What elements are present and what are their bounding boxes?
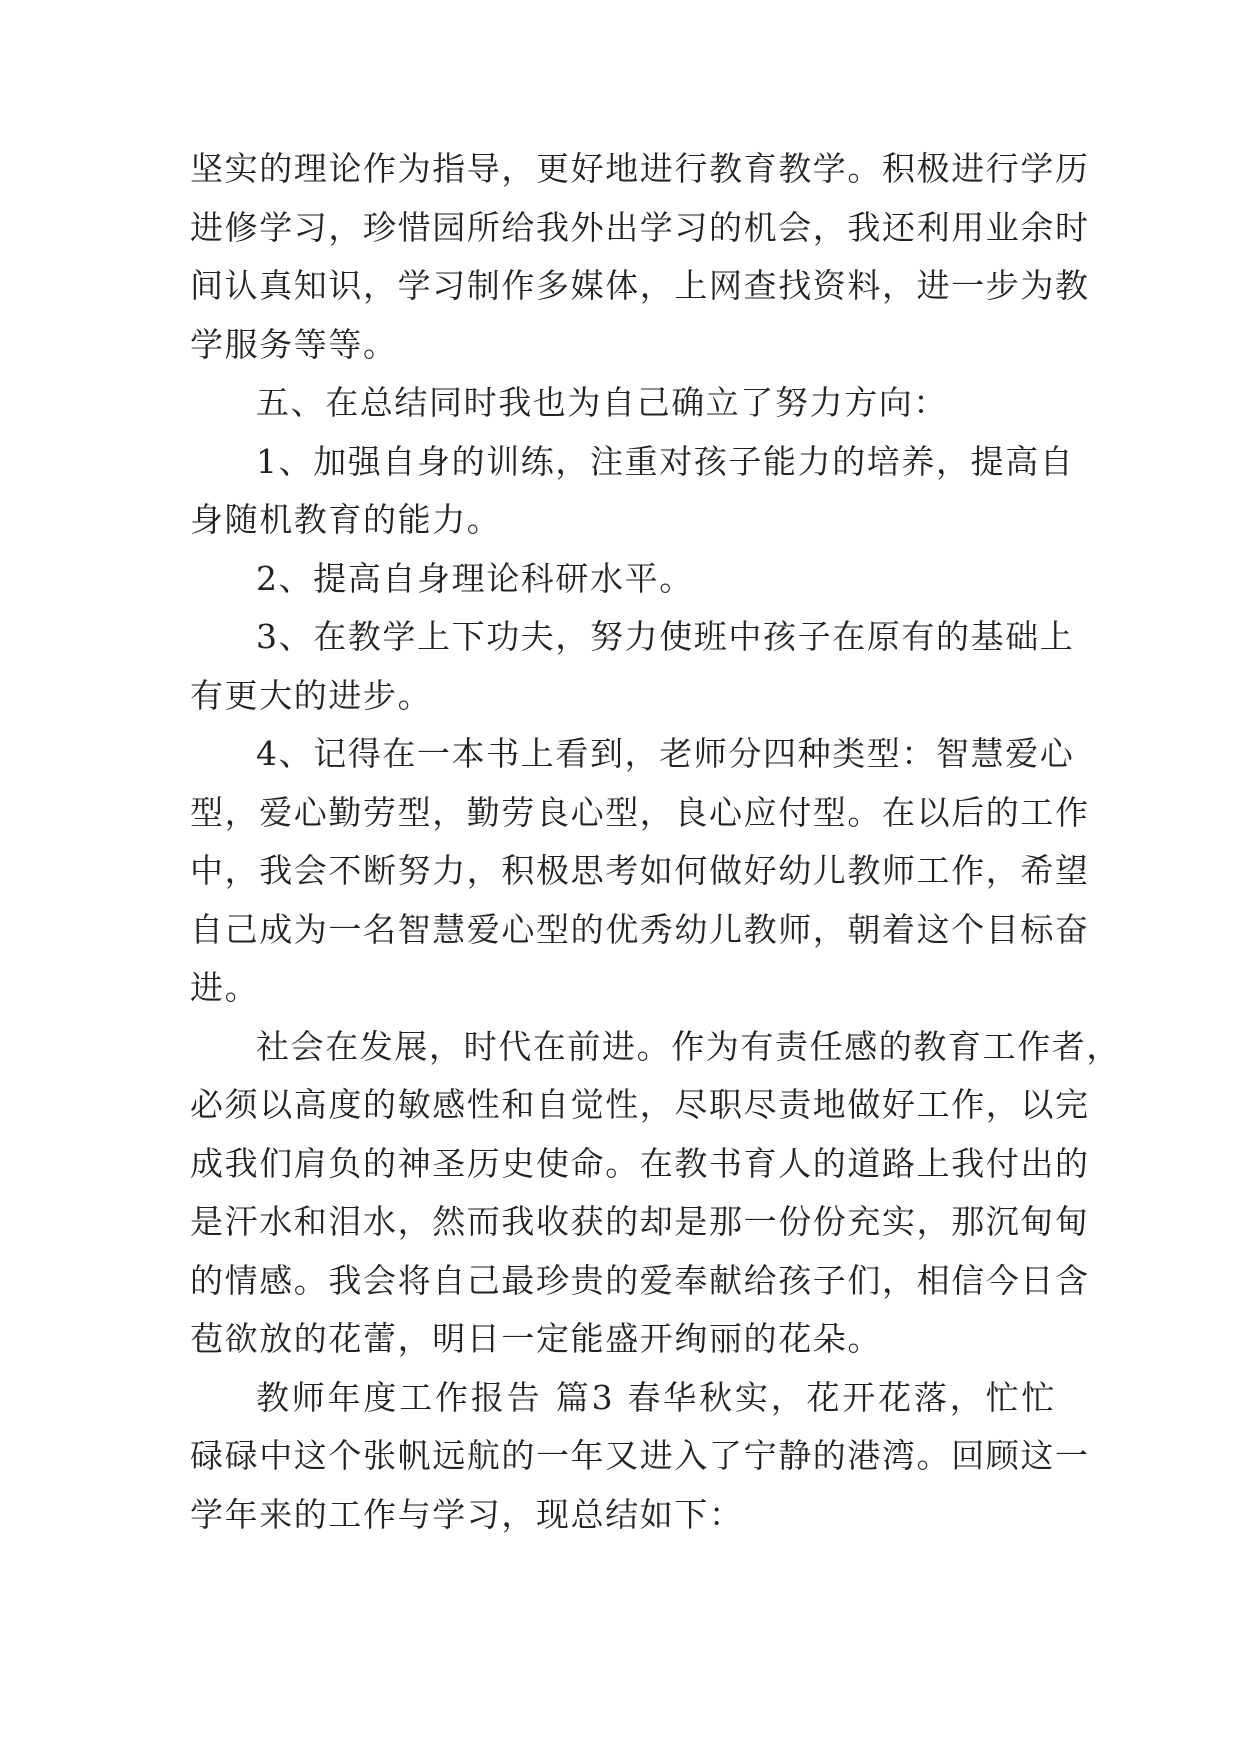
- text-line: 有更大的进步。: [190, 675, 433, 715]
- text-line: 学年来的工作与学习，现总结如下：: [190, 1494, 744, 1534]
- text-line: 必须以高度的敏感性和自觉性，尽职尽责地做好工作，以完: [190, 1085, 1090, 1124]
- text-line: 身随机教育的能力。: [190, 500, 502, 539]
- text-line: 自己成为一名智慧爱心型的优秀幼儿教师，朝着这个目标奋: [190, 909, 1090, 949]
- text-line: 苞欲放的花蕾，明日一定能盛开绚丽的花朵。: [190, 1319, 882, 1358]
- paragraph-study-summary: [190, 140, 1090, 374]
- list-item-2: [190, 550, 1056, 609]
- text-line: 是汗水和泪水，然而我收获的却是那一份份充实，那沉甸甸: [190, 1202, 1090, 1241]
- text-line: 间认真知识，学习制作多媒体，上网查找资料，进一步为教: [190, 266, 1090, 305]
- text-line: 的情感。我会将自己最珍贵的爱奉献给孩子们，相信今日含: [190, 1260, 1090, 1300]
- text-line: 进修学习，珍惜园所给我外出学习的机会，我还利用业余时: [190, 207, 1090, 247]
- text-line: 社会在发展，时代在前进。作为有责任感的教育工作者，: [256, 1026, 1121, 1066]
- list-item-4: [190, 725, 1090, 1018]
- text-line: 2、提高自身理论科研水平。: [256, 558, 694, 598]
- list-item-3: [190, 608, 1075, 725]
- document-body: [190, 140, 1121, 1544]
- text-line: 1、加强自身的训练，注重对孩子能力的培养，提高自: [256, 441, 1075, 481]
- text-line: 4、记得在一本书上看到，老师分四种类型：智慧爱心: [256, 734, 1075, 773]
- text-line: 型，爱心勤劳型，勤劳良心型，良心应付型。在以后的工作: [190, 792, 1090, 832]
- paragraph-report-part3: [190, 1369, 1090, 1545]
- list-item-1: [190, 433, 1075, 550]
- text-line: 教师年度工作报告 篇3 春华秋实，花开花落，忙忙: [256, 1377, 1056, 1417]
- section-heading-five: [190, 374, 1056, 433]
- paragraph-closing: [190, 1018, 1121, 1369]
- text-line: 中，我会不断努力，积极思考如何做好幼儿教师工作，希望: [190, 851, 1090, 890]
- text-line: 成我们肩负的神圣历史使命。在教书育人的道路上我付出的: [190, 1143, 1090, 1183]
- text-line: 3、在教学上下功夫，努力使班中孩子在原有的基础上: [256, 617, 1075, 656]
- text-line: 五、在总结同时我也为自己确立了努力方向：: [256, 383, 948, 422]
- text-line: 坚实的理论作为指导，更好地进行教育教学。积极进行学历: [190, 149, 1090, 188]
- text-line: 进。: [190, 968, 260, 1007]
- text-line: 碌碌中这个张帆远航的一年又进入了宁静的港湾。回顾这一: [190, 1436, 1090, 1475]
- text-line: 学服务等等。: [190, 324, 398, 364]
